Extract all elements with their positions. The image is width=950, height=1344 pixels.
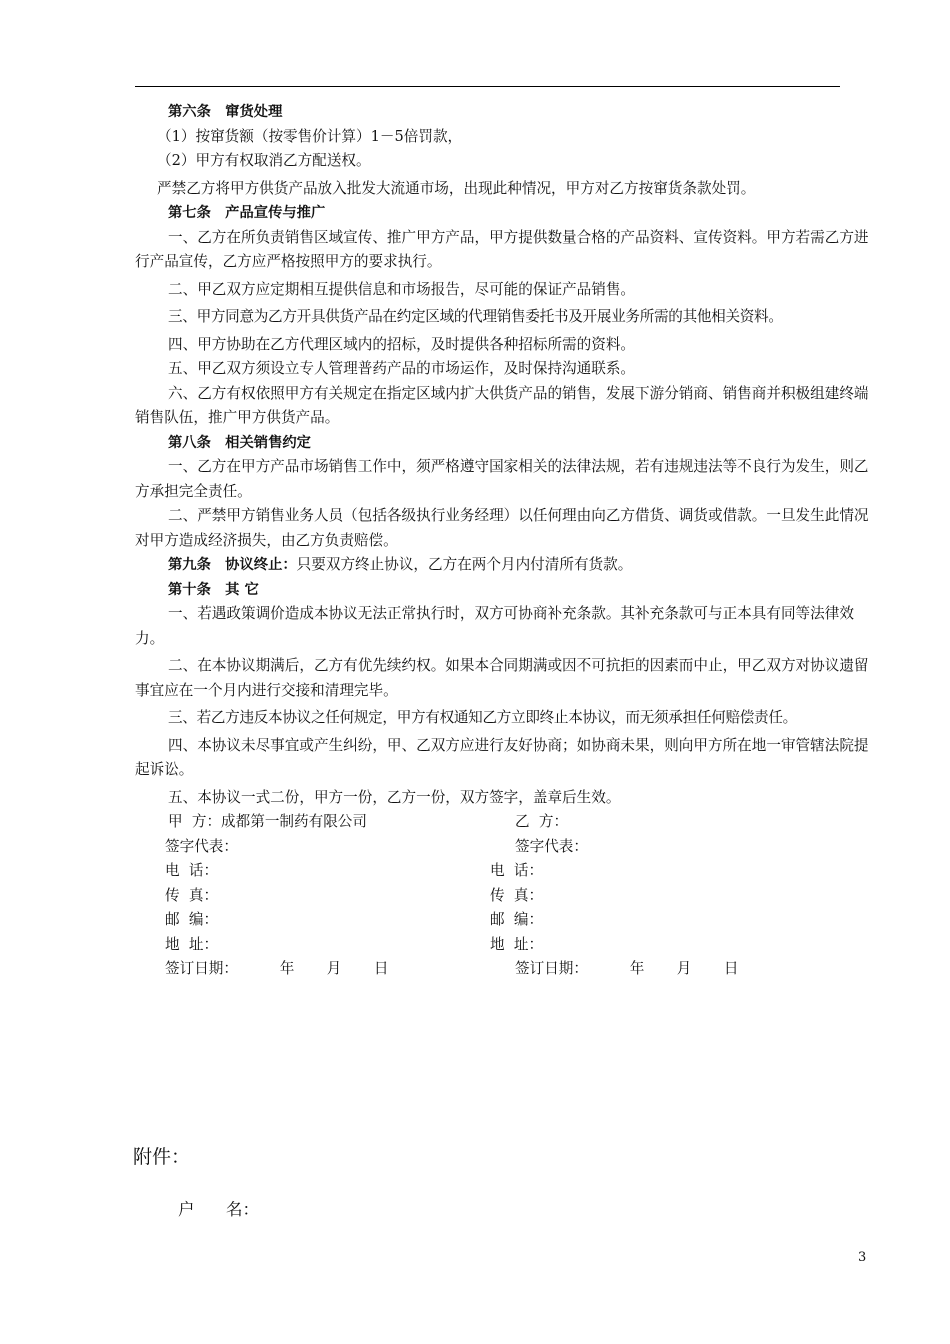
article-7-item: 六、乙方有权依照甲方有关规定在指定区域内扩大供货产品的销售，发展下游分销商、销售商并积极组建终端销售队伍，推广甲方供货产品。 bbox=[135, 384, 869, 426]
party-b-representative: 签字代表： bbox=[515, 837, 588, 855]
party-a-phone: 电 话： bbox=[165, 862, 219, 879]
article-9-heading: 第九条 协议终止： bbox=[168, 557, 297, 573]
attachment-title: 附件： bbox=[133, 1146, 191, 1168]
article-7-item: 三、甲方同意为乙方开具供货产品在约定区域的代理销售委托书及开展业务所需的其他相关资料。 bbox=[168, 308, 783, 325]
signature-date-row bbox=[135, 957, 880, 982]
signature-zip-row bbox=[135, 908, 880, 933]
party-a-name: 甲 方：成都第一制药有限公司 bbox=[168, 813, 367, 830]
page-number: 3 bbox=[858, 1250, 867, 1265]
account-name-label: 户 名： bbox=[178, 1200, 259, 1219]
article-6-item: （2）甲方有权取消乙方配送权。 bbox=[157, 152, 371, 169]
party-b-sign-date: 签订日期： 年 月 日 bbox=[515, 960, 739, 977]
article-8-heading: 第八条 相关销售约定 bbox=[168, 434, 311, 451]
party-b-address: 地 址： bbox=[490, 935, 544, 953]
article-10-item: 三、若乙方违反本协议之任何规定，甲方有权通知乙方立即终止本协议，而无须承担任何赔偿责任。 bbox=[168, 709, 797, 726]
party-b-name: 乙 方： bbox=[515, 813, 569, 830]
article-7-item: 一、乙方在所负责销售区域宣传、推广甲方产品，甲方提供数量合格的产品资料、宣传资料。甲方若需乙方进行产品宣传，乙方应严格按照甲方的要求执行。 bbox=[135, 228, 869, 270]
article-8-item: 一、乙方在甲方产品市场销售工作中，须严格遵守国家相关的法律法规，若有违规违法等不良行为发生，则乙方承担完全责任。 bbox=[135, 458, 869, 500]
article-10-item: 四、本协议未尽事宜或产生纠纷，甲、乙双方应进行友好协商；如协商未果，则向甲方所在地一审管辖法院提起诉讼。 bbox=[135, 736, 869, 778]
party-b-phone: 电 话： bbox=[490, 862, 544, 879]
party-a-sign-date: 签订日期： 年 月 日 bbox=[165, 960, 389, 977]
article-6-item: （1）按窜货额（按零售价计算）1－5倍罚款， bbox=[157, 127, 463, 145]
article-6-heading: 第六条 窜货处理 bbox=[168, 104, 283, 120]
article-7-item: 五、甲乙双方须设立专人管理普药产品的市场运作，及时保持沟通联系。 bbox=[168, 360, 636, 377]
signature-phone-row bbox=[135, 859, 880, 884]
party-b-fax: 传 真： bbox=[490, 886, 544, 904]
signature-rep-row bbox=[135, 835, 880, 860]
article-9 bbox=[135, 553, 880, 578]
contract-body bbox=[135, 100, 880, 982]
article-8-item: 二、严禁甲方销售业务人员（包括各级执行业务经理）以任何理由向乙方借货、调货或借款。一旦发生此情况对甲方造成经济损失，由乙方负责赔偿。 bbox=[135, 507, 869, 549]
article-10-item: 一、若遇政策调价造成本协议无法正常执行时，双方可协商补充条款。其补充条款可与正本具有同等法律效力。 bbox=[135, 605, 854, 647]
article-10-heading: 第十条 其 它 bbox=[168, 581, 259, 598]
header-rule bbox=[135, 86, 840, 87]
article-6-item: 严禁乙方将甲方供货产品放入批发大流通市场，出现此种情况，甲方对乙方按窜货条款处罚。 bbox=[157, 179, 756, 197]
signature-party-row bbox=[135, 810, 880, 835]
article-7-item: 四、甲方协助在乙方代理区域内的招标，及时提供各种招标所需的资料。 bbox=[168, 335, 636, 353]
signature-address-row bbox=[135, 933, 880, 958]
party-a-zip: 邮 编： bbox=[165, 911, 219, 928]
party-b-zip: 邮 编： bbox=[490, 911, 544, 928]
article-10-item: 二、在本协议期满后，乙方有优先续约权。如果本合同期满或因不可抗拒的因素而中止，甲乙双方对协议遗留事宜应在一个月内进行交接和清理完毕。 bbox=[135, 657, 869, 699]
article-7-heading: 第七条 产品宣传与推广 bbox=[168, 205, 326, 221]
article-7-item: 二、甲乙双方应定期相互提供信息和市场报告，尽可能的保证产品销售。 bbox=[168, 280, 636, 298]
article-10-item: 五、本协议一式二份，甲方一份，乙方一份，双方签字，盖章后生效。 bbox=[168, 788, 621, 806]
party-a-fax: 传 真： bbox=[165, 886, 219, 904]
signature-fax-row bbox=[135, 884, 880, 909]
party-a-representative: 签字代表： bbox=[165, 837, 238, 855]
article-9-text: 只要双方终止协议，乙方在两个月内付清所有货款。 bbox=[296, 556, 633, 573]
party-a-address: 地 址： bbox=[165, 935, 219, 953]
